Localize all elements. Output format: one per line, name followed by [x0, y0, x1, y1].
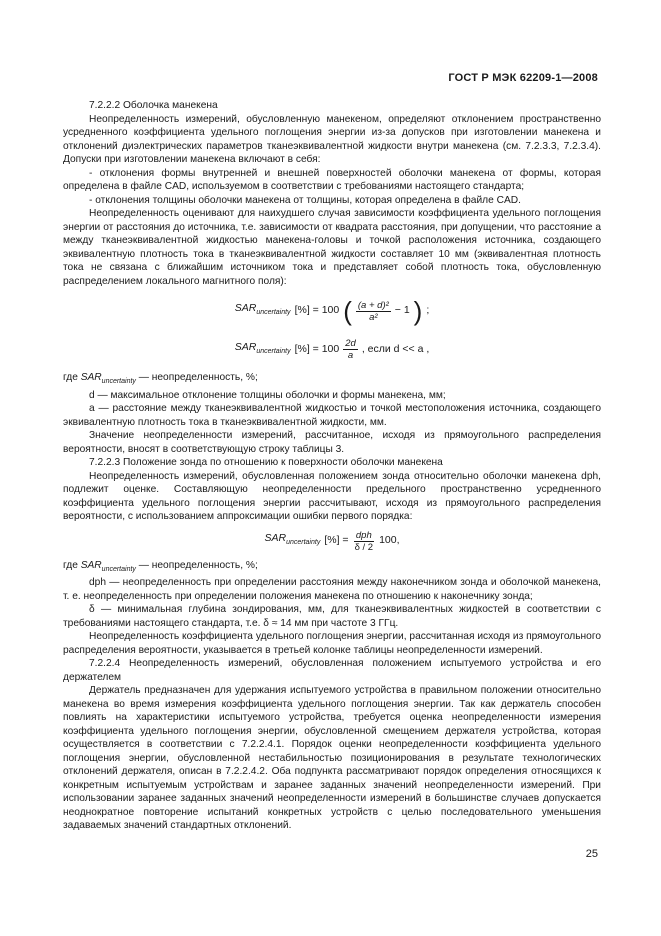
definition-prefix: где [63, 372, 78, 383]
formula-subscript: uncertainty [286, 539, 321, 547]
fraction-denominator: a [347, 350, 354, 361]
definition-text: — неопределенность, %; [135, 559, 258, 571]
definition-text: — неопределенность, %; [135, 372, 258, 383]
formula-subscript: uncertainty [101, 378, 136, 386]
definition-delta: δ — минимальная глубина зондирования, мм, для тканеэквивалентных жидкостей в соответствии с требованиями настоящего стандарта, т.е. δ ≈ 14 мм при частоте 3 ГГц. [63, 604, 601, 629]
paragraph: Значение неопределенности измерений, рассчитанное, исходя из прямоугольного распределения вероятности, вносят в соответствующую строку таблицы 3. [63, 430, 601, 455]
formula-subscript: uncertainty [101, 565, 136, 573]
section-heading-7-2-2-3: 7.2.2.3 Положение зонда по отношению к поверхности оболочки манекена [89, 457, 443, 469]
definition-d: d — максимальное отклонение толщины оболочки и формы манекена, мм; [89, 389, 446, 401]
formula-text: ; [426, 304, 430, 317]
formula-sar-2 [63, 338, 601, 361]
formula-text: 100, [379, 534, 400, 547]
formula-fraction [353, 530, 376, 553]
paragraph: Неопределенность оценивают для наихудшего случая зависимости коэффициента удельного поглощения энергии от расстояния до источника, т.е. зависимости от квадрата расстояния, при допущении, что расстояние a между тканеэквивалентной жидкостью манекена-головы и точкой расположения источника, создающего эквивалентную плотность тока в тканеэквивалентной жидкости составляет 10 мм (эквивалентная плотность тока не связана с ближайшим источником тока и представляет собой плотность тока, обусловленную распределением локального магнитного поля): [63, 208, 601, 287]
paragraph: Неопределенность измерений, обусловленная положением зонда относительно оболочки манекена dph, подлежит оценке. Составляющую неопределенности предельного пространственно усредненного коэффициента удельного поглощения энергии рассчитывают, исходя из прямоугольного распределения вероятности, с использованием аппроксимации ошибки первого порядка: [63, 470, 601, 523]
standard-header: ГОСТ Р МЭК 62209-1—2008 [448, 72, 598, 84]
formula-fraction [343, 338, 358, 361]
left-paren: ( [343, 296, 352, 326]
definition-sar [63, 371, 601, 389]
list-item: - отклонения толщины оболочки манекена от толщины, которая определена в файле CAD. [89, 194, 521, 206]
formula-text: − 1 [394, 304, 410, 317]
page-number: 25 [585, 848, 598, 860]
formula-fraction [356, 300, 391, 323]
fraction-numerator: dph [355, 529, 372, 541]
formula-sar-1 [63, 298, 601, 324]
paragraph: Неопределенность измерений, обусловленную манекеном, определяют отклонением пространственно усредненного коэффициента удельного поглощения энергии из-за допусков при изготовлении манекена и отклонений диэлектрических параметров тканеэквивалентной жидкости внутри манекена (см. 7.2.3.3, 7.2.3.4). Допуски при изготовлении манекена включают в себя: [63, 113, 601, 165]
formula-subscript: uncertainty [256, 309, 291, 317]
section-heading-7-2-2-2: 7.2.2.2 Оболочка манекена [89, 100, 218, 111]
fraction-numerator: (a + d)² [357, 299, 389, 311]
fraction-numerator: 2d [345, 338, 356, 349]
right-paren: ) [413, 296, 423, 326]
formula-sar-3 [63, 530, 601, 553]
paragraph: Неопределенность коэффициента удельного поглощения энергии, рассчитанная исходя из прямоугольного распределения вероятности, указывается в третьей колонке таблицы неопределенности измерений. [63, 631, 601, 656]
fraction-denominator: δ / 2 [354, 541, 374, 553]
definition-prefix: где [63, 559, 78, 571]
fraction-denominator: a² [369, 311, 378, 323]
formula-text: [%] = [324, 534, 349, 547]
list-item: - отклонения формы внутренней и внешней поверхностей оболочки манекена от формы, которая определена в файле CAD, используемом в соответствии с требованиями настоящего стандарта; [63, 167, 601, 192]
formula-symbol: SAR [234, 340, 257, 353]
formula-symbol: SAR [234, 302, 257, 315]
formula-symbol: SAR [264, 532, 287, 545]
formula-text: , если d << a , [361, 342, 430, 355]
definition-sar-2 [63, 559, 601, 577]
formula-symbol: SAR [80, 372, 102, 383]
section-heading-7-2-2-4: 7.2.2.4 Неопределенность измерений, обусловленная положением испытуемого устройства и его держателем [63, 658, 601, 683]
formula-text: [%] = 100 [294, 304, 340, 317]
paragraph: Держатель предназначен для удержания испытуемого устройства в правильном положении относительно манекена во время измерения коэффициента удельного поглощения энергии. Так как держатель способен повлиять на характеристики испытуемого устройства, требуется оценка неопределенности измерения коэффициента удельного поглощения энергии, обусловленной смещением держателя устройства, которая осуществляется в соответствии с 7.2.2.4.1. Порядок оценки неопределенности коэффициента удельного поглощения энергии, обусловленной нестабильностью позиционирования в результате технологических отклонений держателя, описан в 7.2.2.4.2. Оба подпункта рассматривают порядок определения относящихся к конкретным испытуемым устройствам и заранее заданных значений неопределенности измерений. При использовании заранее заданных значений неопределенности измерений в большинстве случаев допускается неоднократное повторение испытаний конкретных устройств с целью последовательного уменьшения задаваемых значений стандартных отклонений. [63, 685, 601, 832]
definition-a: a — расстояние между тканеэквивалентной жидкостью и точкой местоположения источника, создающего эквивалентную плотность тока в тканеэквивалентной жидкости, мм. [63, 403, 601, 428]
definition-dph: dph — неопределенность при определении расстояния между наконечником зонда и оболочкой манекена, т. е. неопределенность при определении положения манекена по отношению к наконечнику зонда; [63, 577, 601, 602]
formula-subscript: uncertainty [256, 347, 291, 355]
formula-symbol: SAR [80, 559, 102, 571]
formula-text: [%] = 100 [294, 342, 340, 355]
page-body [63, 99, 601, 833]
